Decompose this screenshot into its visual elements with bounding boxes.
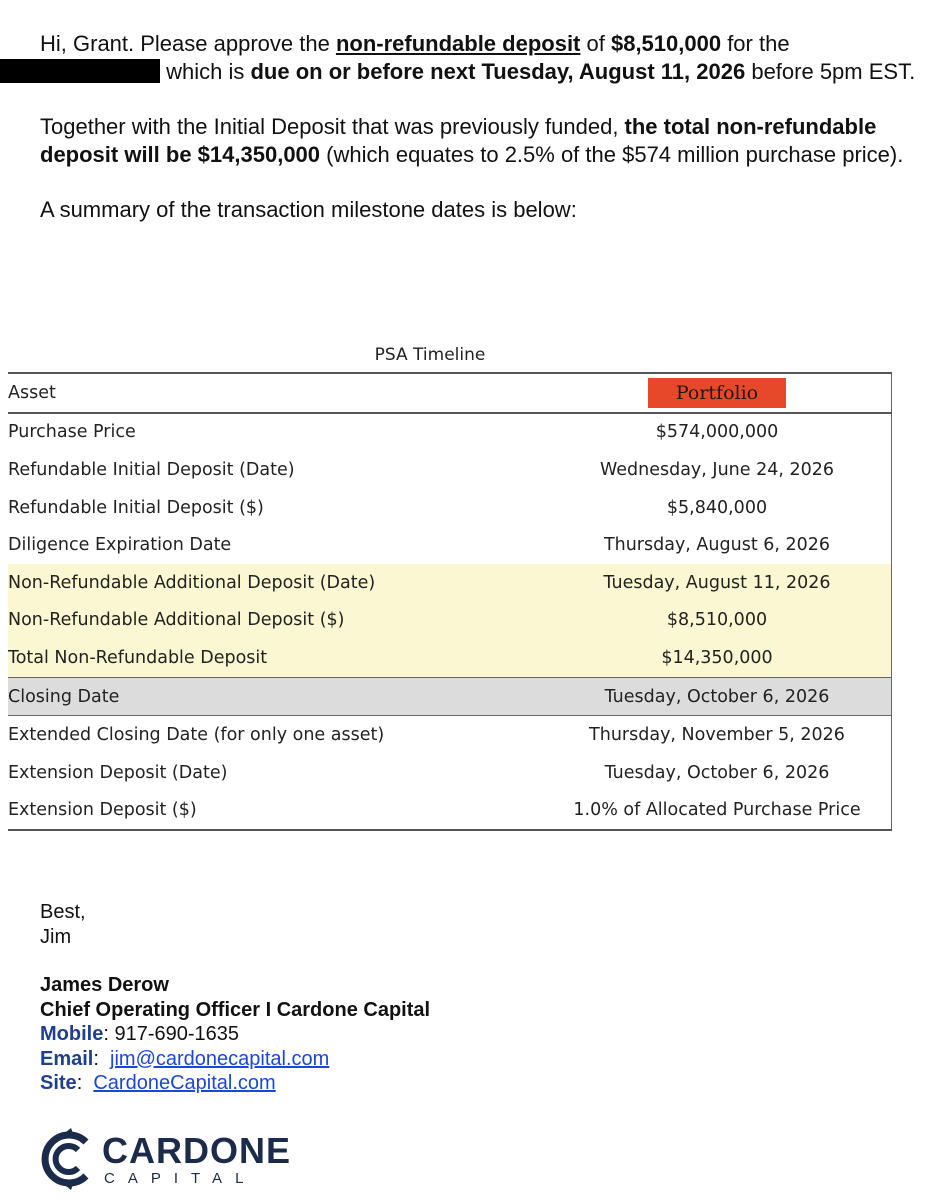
table-row: Diligence Expiration Date Thursday, August 6, 2026 — [8, 526, 892, 564]
site-line: Site: CardoneCapital.com — [40, 1072, 276, 1094]
table-row: Extension Deposit ($) 1.0% of Allocated Purchase Price — [8, 792, 892, 831]
email-paragraph-total: Together with the Initial Deposit that was previously funded, the total non-refundable deposit will be $14,350,000 (which equates to 2.5% of the $574 million purchase price). — [40, 114, 904, 167]
asset-header: Asset — [8, 373, 543, 413]
sender-first-name: Jim — [40, 925, 72, 948]
email-signature — [40, 900, 640, 1096]
cardone-capital-logo — [38, 1128, 298, 1190]
site-link[interactable]: CardoneCapital.com — [93, 1072, 276, 1094]
table-row: Extension Deposit (Date) Tuesday, October 6, 2026 — [8, 754, 892, 792]
table-row: Refundable Initial Deposit (Date) Wednesday, June 24, 2026 — [8, 451, 892, 489]
mobile-number: 917-690-1635 — [114, 1023, 240, 1045]
sign-off: Best, — [40, 901, 86, 923]
non-refundable-deposit-text: non-refundable deposit — [335, 31, 581, 56]
total-deposit-text: the total non-refundable deposit will be $14,350,000 — [40, 114, 877, 167]
logo-wordmark: CARDONE — [102, 1130, 292, 1171]
sender-name: James Derow — [40, 974, 169, 996]
table-row: Extended Closing Date (for only one asset) Thursday, November 5, 2026 — [8, 716, 892, 754]
table-row: Purchase Price $574,000,000 — [8, 413, 892, 452]
logo-subtitle: CAPITAL — [104, 1170, 257, 1187]
psa-title: PSA Timeline — [374, 345, 486, 365]
table-row: Refundable Initial Deposit ($) $5,840,000 — [8, 489, 892, 527]
mobile-line: Mobile: 917-690-1635 — [40, 1023, 240, 1045]
due-date-text: due on or before next Tuesday, August 11, 2026 — [250, 59, 746, 84]
table-row-highlighted: Non-Refundable Additional Deposit ($) $8,510,000 — [8, 602, 892, 640]
email-link[interactable]: jim@cardonecapital.com — [110, 1047, 330, 1070]
email-paragraph-approval: Hi, Grant. Please approve the non-refundable deposit of $8,510,000 for the which is due on or before next Tuesday, August 11, 2026 before 5pm EST. — [40, 30, 920, 86]
table-row-highlighted: Non-Refundable Additional Deposit (Date) Tuesday, August 11, 2026 — [8, 564, 892, 602]
table-header-row — [8, 373, 892, 413]
email-paragraph-summary: A summary of the transaction milestone dates is below: — [40, 197, 577, 222]
deposit-amount: $8,510,000 — [610, 31, 722, 56]
sender-title: Chief Operating Officer I Cardone Capital — [40, 998, 431, 1021]
portfolio-tag: Portfolio — [648, 378, 786, 408]
table-row-closing: Closing Date Tuesday, October 6, 2026 — [8, 677, 892, 716]
redaction-bar — [0, 59, 160, 83]
cardone-c-logo-icon — [38, 1128, 96, 1190]
email-body — [40, 30, 920, 224]
psa-table — [8, 372, 892, 831]
psa-timeline — [8, 340, 892, 831]
table-row-highlighted: Total Non-Refundable Deposit $14,350,000 — [8, 639, 892, 677]
email-line: Email: jim@cardonecapital.com — [40, 1047, 330, 1070]
